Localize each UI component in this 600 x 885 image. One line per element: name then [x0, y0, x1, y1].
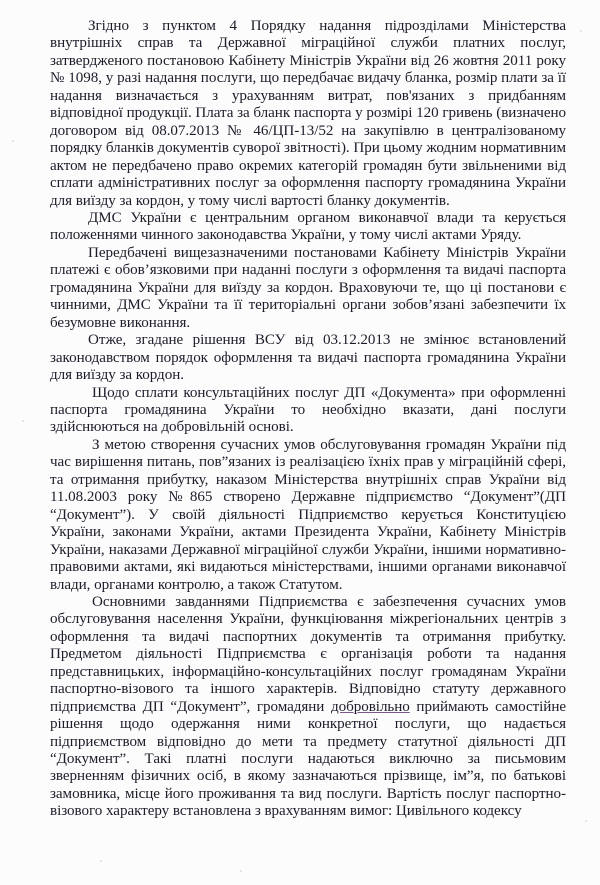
paragraph-dms-authority: ДМС України є центральним органом виконавчої влади та керується положеннями чинного законодавства України, у тому числі актами Уряду. [50, 209, 566, 244]
scan-speck [12, 140, 14, 142]
paragraph-text-after: приймають самостійне рішення щодо одержання ними конкретної послуги, що надається підприємством відповідно до мети та предмету статутної діяльності ДП “Документ”. Такі платні послуги надаються виключно за письмовим зверненням фізичних осіб, в якому зазначаються прізвище, ім”я, по батькові замовника, місце його проживання та вид послуги. Вартість послуг паспортно-візового характеру встановлена з врахуванням вимог: Цивільного кодексу [50, 698, 567, 820]
underlined-word-voluntarily: добровільно [330, 698, 410, 715]
scan-speck [240, 870, 242, 872]
paragraph-supreme-court-decision: Отже, згадане рішення ВСУ від 03.12.2013 не змінює встановлений законодавством порядок оформлення та видачі паспорта громадянина України для виїзду за кордон. [50, 332, 566, 384]
document-page [50, 18, 566, 821]
scan-speck [22, 420, 24, 422]
paragraph-enterprise-tasks [50, 594, 566, 821]
paragraph-text-before: Основними завданнями Підприємства є забезпечення сучасних умов обслуговування населення України, функціювання міжрегіональних центрів з оформлення та видачі паспортних документів та отримання прибутку. Предметом діяльності Підприємства є організація роботи та надання представницьких, інформаційно-консультаційних послуг громадянам України паспортно-візового та іншого характерів. Відповідно статуту державного підприємства ДП “Документ”, громадяни [50, 593, 566, 715]
paragraph-mandatory-payments: Передбачені вищезазначеними постановами Кабінету Міністрів України платежі є обов’язковими при наданні послуги з оформлення та видачі паспорта громадянина України для виїзду за кордон. Враховуючи те, що ці постанови є чинними, ДМС України та її територіальні органи зобов’язані забезпечити їх безумовне виконання. [50, 244, 566, 331]
scan-speck [100, 860, 102, 862]
paragraph-enterprise-creation: З метою створення сучасних умов обслуговування громадян України під час вирішення питань, пов”язаних із реалізацією їхніх прав у міграційній сфері, та отримання прибутку, наказом Міністерства внутрішніх справ України від 11.08.2003 року №865 створено Державне підприємство “Документ”(ДП “Документ”). У своїй діяльності Підприємство керується Конституцією України, законами України, актами Президента України, Кабінету Міністрів України, наказами Державної міграційної служби України, іншими нормативно-правовими актами, які видаються міністерствами, іншими органами виконавчої влади, органами контролю, а також Статутом. [50, 436, 566, 593]
paragraph-passport-blank-fee: Згідно з пунктом 4 Порядку надання підрозділами Міністерства внутрішніх справ та Державної міграційної служби платних послуг, затвердженого постановою Кабінету Міністрів України від 26 жовтня 2011 року № 1098, у разі надання послуги, що передбачає видачу бланка, розмір плати за її надання визначається з урахуванням витрат, пов'язаних з придбанням відповідної продукції. Плата за бланк паспорта у розмірі 120 гривень (визначено договором від 08.07.2013 № 46/ЦП-13/52 на закупівлю в централізованому порядку бланків документів суворої звітності). При цьому жодним нормативним актом не передбачено право окремих категорій громадян бути звільненими від сплати адміністративних послуг за оформлення паспорту громадянина України для виїзду за кордон, у тому числі вартості бланку документів. [50, 18, 566, 209]
paragraph-consulting-services: Щодо сплати консультаційних послуг ДП «Документа» при оформленні паспорта громадянина України то необхідно вказати, дані послуги здійснюються на добровільній основі. [50, 384, 566, 436]
scan-speck [580, 30, 582, 32]
scan-speck [585, 820, 587, 822]
